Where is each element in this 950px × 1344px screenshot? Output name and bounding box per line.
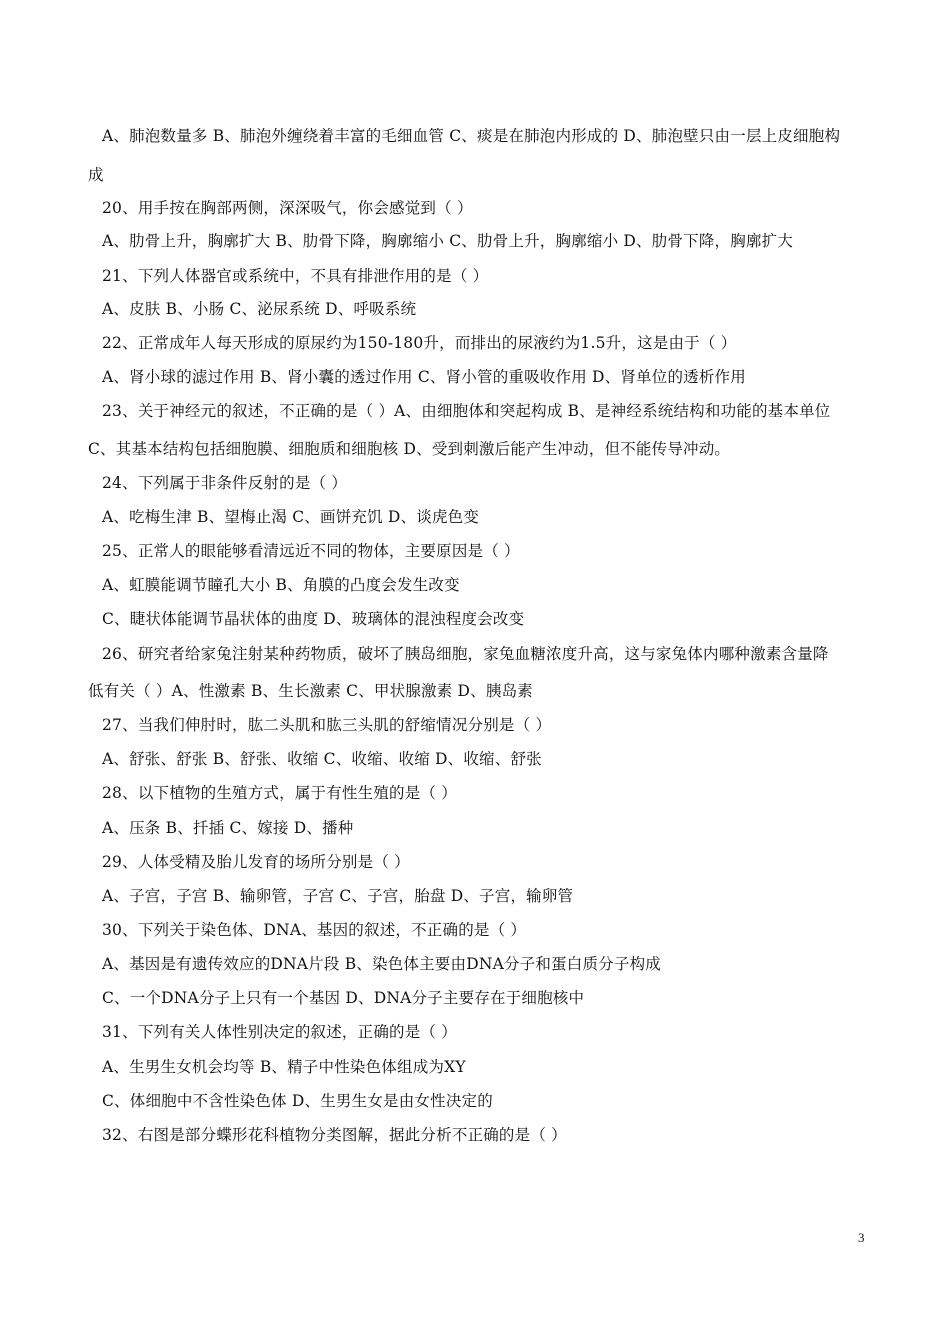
- question-25: 25、正常人的眼能够看清远近不同的物体，主要原因是（ ）: [102, 542, 520, 560]
- text-line: 成: [88, 166, 104, 184]
- question-26-options: 低有关（ ）A、性激素 B、生长激素 C、甲状腺激素 D、胰岛素: [88, 682, 533, 700]
- question-20: 20、用手按在胸部两侧，深深吸气，你会感觉到（ ）: [102, 199, 473, 217]
- question-28: 28、以下植物的生殖方式，属于有性生殖的是（ ）: [102, 784, 457, 802]
- question-31-options-ab: A、生男生女机会均等 B、精子中性染色体组成为XY: [102, 1058, 466, 1076]
- question-21: 21、下列人体器官或系统中，不具有排泄作用的是（ ）: [102, 267, 489, 285]
- question-30: 30、下列关于染色体、DNA、基因的叙述，不正确的是（ ）: [102, 921, 527, 939]
- question-22: 22、正常成年人每天形成的原尿约为150-180升，而排出的尿液约为1.5升，这是由于（ ）: [102, 334, 737, 352]
- question-29-options: A、子宫，子宫 B、输卵管，子宫 C、子宫，胎盘 D、子宫，输卵管: [102, 887, 574, 905]
- question-32: 32、右图是部分蝶形花科植物分类图解，据此分析不正确的是（ ）: [102, 1126, 567, 1144]
- question-23-options: C、其基本结构包括细胞膜、细胞质和细胞核 D、受到刺激后能产生冲动，但不能传导冲动。: [88, 440, 731, 458]
- question-27-options: A、舒张、舒张 B、舒张、收缩 C、收缩、收缩 D、收缩、舒张: [102, 750, 542, 768]
- question-22-options: A、肾小球的滤过作用 B、肾小囊的透过作用 C、肾小管的重吸收作用 D、肾单位的透析作用: [102, 368, 746, 386]
- question-30-options-cd: C、一个DNA分子上只有一个基因 D、DNA分子主要存在于细胞核中: [102, 989, 585, 1007]
- question-25-options-ab: A、虹膜能调节瞳孔大小 B、角膜的凸度会发生改变: [102, 576, 460, 594]
- question-21-options: A、皮肤 B、小肠 C、泌尿系统 D、呼吸系统: [102, 300, 417, 318]
- question-24: 24、下列属于非条件反射的是（ ）: [102, 474, 348, 492]
- question-20-options: A、肋骨上升，胸廓扩大 B、肋骨下降，胸廓缩小 C、肋骨上升，胸廓缩小 D、肋骨下降，胸廓扩大: [102, 232, 794, 250]
- question-31-options-cd: C、体细胞中不含性染色体 D、生男生女是由女性决定的: [102, 1092, 493, 1110]
- question-31: 31、下列有关人体性别决定的叙述，正确的是（ ）: [102, 1023, 457, 1041]
- question-26: 26、研究者给家兔注射某种药物质，破坏了胰岛细胞，家兔血糖浓度升高，这与家兔体内哪种激素含量降: [102, 645, 829, 663]
- question-25-options-cd: C、睫状体能调节晶状体的曲度 D、玻璃体的混浊程度会改变: [102, 610, 525, 628]
- page-number: 3: [858, 1230, 865, 1245]
- question-30-options-ab: A、基因是有遗传效应的DNA片段 B、染色体主要由DNA分子和蛋白质分子构成: [102, 955, 661, 973]
- question-28-options: A、压条 B、扦插 C、嫁接 D、播种: [102, 819, 354, 837]
- question-29: 29、人体受精及胎儿发育的场所分别是（ ）: [102, 853, 410, 871]
- question-24-options: A、吃梅生津 B、望梅止渴 C、画饼充饥 D、谈虎色变: [102, 508, 480, 526]
- text-line: A、肺泡数量多 B、肺泡外缠绕着丰富的毛细血管 C、痰是在肺泡内形成的 D、肺泡壁只由一层上皮细胞构: [102, 127, 841, 145]
- question-27: 27、当我们伸肘时，肱二头肌和肱三头肌的舒缩情况分别是（ ）: [102, 716, 552, 734]
- question-23: 23、关于神经元的叙述，不正确的是（ ）A、由细胞体和突起构成 B、是神经系统结构和功能的基本单位: [102, 402, 831, 420]
